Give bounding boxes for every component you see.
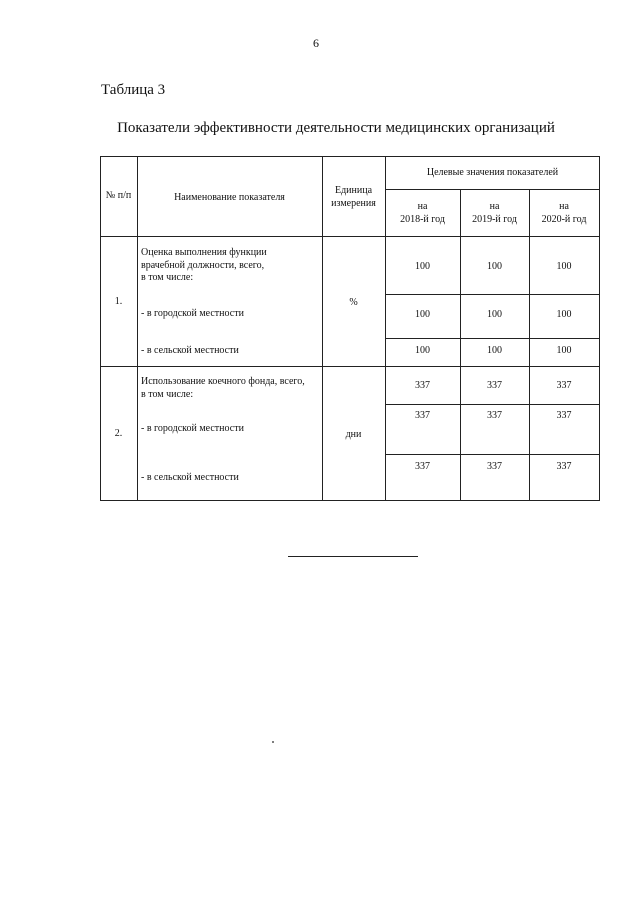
sec1-row1-line: [385, 294, 600, 295]
header-year-2019-line1: на: [489, 201, 500, 212]
header-year-2020-line2: 2020-й год: [541, 213, 587, 225]
section-2-urban-label: - в городской местности: [141, 423, 244, 434]
header-unit-line2: измерения: [331, 197, 376, 209]
header-name: Наименование показателя: [174, 192, 285, 203]
section-1-title: [141, 247, 321, 285]
s2-urban-2020: 337: [556, 410, 572, 421]
header-year-2018: [385, 201, 460, 226]
s1-total-2018: 100: [415, 261, 430, 272]
header-unit-line1: Единица: [334, 185, 373, 196]
header-year-2020: [529, 201, 599, 226]
header-year-2020-line1: на: [559, 201, 569, 212]
sec1-row2-line: [385, 338, 600, 339]
table-border-top: [100, 156, 600, 157]
s2-total-2020: 337: [556, 380, 572, 391]
section-2-title-line1: Использование коечного фонда, всего,: [141, 376, 305, 387]
section-1-title-line1: Оценка выполнения функции: [141, 247, 267, 258]
sec2-row1-line: [385, 404, 600, 405]
s1-urban-2018: 100: [415, 309, 430, 320]
s2-total-2018: 337: [415, 380, 430, 391]
years-header-line: [385, 189, 600, 190]
section-2-title-line2: в том числе:: [141, 388, 194, 400]
table-border-left: [100, 156, 101, 501]
s1-rural-2018: 100: [415, 345, 430, 356]
s1-urban-2020: 100: [556, 309, 572, 320]
section-1-title-line3: в том числе:: [141, 272, 194, 283]
header-bottom-line: [100, 236, 600, 237]
section-2-number: 2.: [114, 428, 123, 439]
header-year-2018-line1: на: [417, 201, 428, 212]
section-1-urban-label: - в городской местности: [141, 308, 244, 319]
s2-total-2019: 337: [487, 380, 502, 391]
s1-urban-2019: 100: [487, 309, 502, 320]
closing-rule-line: [288, 556, 418, 557]
section-1-title-line2: врачебной должности, всего,: [141, 259, 265, 271]
header-unit: [322, 185, 385, 210]
section-1-number: 1.: [114, 296, 123, 307]
section-1-unit: %: [349, 297, 358, 308]
table-caption: Таблица 3: [101, 82, 166, 98]
document-title: Показатели эффективности деятельности медицинских организаций: [117, 120, 555, 136]
s1-total-2019: 100: [487, 261, 502, 272]
header-year-2019-line2: 2019-й год: [472, 213, 517, 225]
indicators-table: [100, 156, 600, 501]
s1-rural-2020: 100: [556, 345, 572, 356]
page-number: 6: [313, 36, 319, 50]
header-target-values: Целевые значения показателей: [426, 167, 559, 178]
section-divider: [100, 366, 600, 367]
s1-total-2020: 100: [556, 261, 572, 272]
header-year-2018-line2: 2018-й год: [400, 213, 445, 225]
s2-urban-2018: 337: [415, 410, 430, 421]
header-num: № п/п: [105, 190, 132, 201]
section-2-unit: дни: [345, 429, 362, 440]
scan-speck: [272, 741, 274, 743]
header-year-2019: [460, 201, 529, 226]
section-2-rural-label: - в сельской местности: [141, 472, 239, 483]
col-line-1: [137, 156, 138, 501]
s2-rural-2018: 337: [415, 461, 430, 472]
table-border-right: [599, 156, 600, 501]
section-1-rural-label: - в сельской местности: [141, 345, 239, 356]
s1-rural-2019: 100: [487, 345, 502, 356]
s2-rural-2019: 337: [487, 461, 502, 472]
s2-urban-2019: 337: [487, 410, 502, 421]
sec2-row2-line: [385, 454, 600, 455]
table-border-bottom: [100, 500, 600, 501]
section-2-title: [141, 376, 321, 401]
s2-rural-2020: 337: [556, 461, 572, 472]
